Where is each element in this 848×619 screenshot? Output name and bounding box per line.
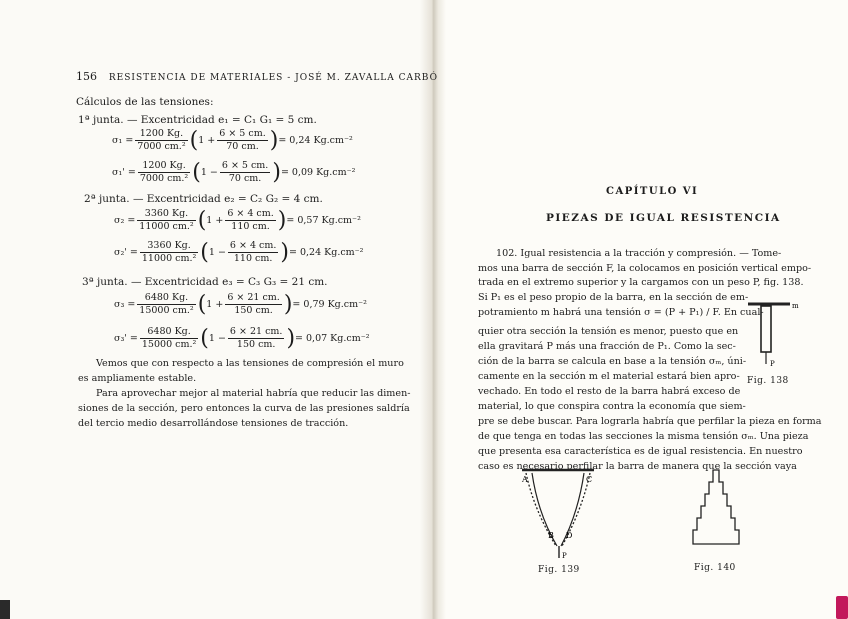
text-line: Para aprovechar mejor al material habría que reducir las dimen- xyxy=(96,388,411,399)
eq-sign: 1 − xyxy=(208,247,226,258)
eq-inner-num: 6 × 4 cm. xyxy=(227,208,274,219)
eq-sign: 1 − xyxy=(200,167,218,178)
text-line: caso es necesario perfilar la barra de manera que la sección vaya xyxy=(478,461,797,472)
text-line: del tercio medio desarrollándose tensiones de tracción. xyxy=(78,418,349,429)
figure-138 xyxy=(744,296,800,374)
fig139-label-p: P xyxy=(562,552,567,560)
eq-inner-num: 6 × 4 cm. xyxy=(229,240,277,251)
eq-sign: 1 + xyxy=(206,299,224,310)
text-line: trada en el extremo superior y la cargamos con un peso P, fig. 138. xyxy=(478,277,804,288)
fig139-label-c: C xyxy=(586,475,593,484)
eq-den: 15000 cm.² xyxy=(139,305,194,316)
eq-lhs: σ₂ = xyxy=(114,215,136,226)
page-edge-marker xyxy=(836,596,848,619)
text-line: es ampliamente estable. xyxy=(78,373,197,384)
joint-2-label: 2ª junta. — Excentricidad e₂ = C₂ G₂ = 4 cm. xyxy=(84,193,323,205)
figure-139 xyxy=(512,464,604,564)
fig138-label-p: P xyxy=(770,360,775,368)
fig139-label-d: D xyxy=(566,531,573,540)
eq-rhs: = 0,09 Kg.cm⁻² xyxy=(280,167,356,178)
text-line: camente en la sección m el material estará bien apro- xyxy=(478,371,740,382)
eq-lhs: σ₃ = xyxy=(114,299,136,310)
page-number: 156 xyxy=(76,70,97,83)
eq-lhs: σ₃' = xyxy=(114,333,138,344)
equation-row: σ₂' = $\frac{3360 Kg.}{\text{11000 cm.²}}$ ( 1 − $\frac{6 \times 4 cm.}{110 cm.}$ ) = 0,24 Kg.cm⁻² xyxy=(114,239,364,265)
text-line: potramiento m habrá una tensión σ = (P + P₁) / F. En cual- xyxy=(478,307,764,318)
eq-num: 3360 Kg. xyxy=(137,208,195,221)
eq-rhs: = 0,24 Kg.cm⁻² xyxy=(288,247,364,258)
eq-sign: 1 + xyxy=(198,135,216,146)
eq-rhs: = 0,79 Kg.cm⁻² xyxy=(292,299,367,310)
equation-row: σ₃' = $\frac{6480 Kg.}{\text{15000 cm.²}}$ ( 1 − $\frac{6 \times 21 cm.}{150 cm.}$ ) = 0,07 Kg.cm⁻² xyxy=(114,325,370,351)
text-line: ella gravitará P más una fracción de P₁. Como la sec- xyxy=(478,341,736,352)
eq-inner-num: 6 × 5 cm. xyxy=(221,160,269,171)
eq-den: 11000 cm.² xyxy=(139,221,194,232)
eq-den: 15000 cm.² xyxy=(141,339,197,350)
eq-num: 1200 Kg. xyxy=(138,160,190,173)
joint-1-label: 1ª junta. — Excentricidad e₁ = C₁ G₁ = 5 cm. xyxy=(78,114,317,126)
eq-num: 3360 Kg. xyxy=(140,240,198,253)
fig139-label-a: A xyxy=(522,475,528,484)
eq-num: 6480 Kg. xyxy=(140,326,198,339)
chapter-number: CAPÍTULO VI xyxy=(606,186,699,197)
equation-row: σ₁ = $\frac{1200 Kg.}{\text{7000 cm.²}}$ ( 1 + $\frac{6 \times 5 cm.}{70 cm.}$ ) = 0,24 Kg.cm⁻² xyxy=(112,127,353,153)
text-line: que presenta esa característica es de igual resistencia. En nuestro xyxy=(478,446,803,457)
text-line: Si P₁ es el peso propio de la barra, en la sección de em- xyxy=(478,292,749,303)
eq-inner-den: 70 cm. xyxy=(228,173,262,184)
joint-3-label: 3ª junta. — Excentricidad e₃ = C₃ G₃ = 21 cm. xyxy=(82,276,328,288)
eq-lhs: σ₁ = xyxy=(112,135,134,146)
fig138-label-m: m xyxy=(792,302,799,310)
fig139-outline xyxy=(532,473,584,546)
section-title: Cálculos de las tensiones: xyxy=(76,96,214,108)
equation-row: σ₃ = $\frac{6480 Kg.}{\text{15000 cm.²}}$ ( 1 + $\frac{6 \times 21 cm.}{150 cm.}$ ) = 0,79 Kg.cm⁻² xyxy=(114,291,367,317)
figure-140 xyxy=(686,466,746,550)
eq-den: 7000 cm.² xyxy=(139,173,189,184)
eq-den: 11000 cm.² xyxy=(141,253,197,264)
eq-num: 6480 Kg. xyxy=(137,292,195,305)
text-line: pre se debe buscar. Para lograrla habría que perfilar la pieza en forma xyxy=(478,416,822,427)
fig139-profile xyxy=(526,473,593,546)
page-edge-shadow xyxy=(0,600,10,619)
text-line: ción de la barra se calcula en base a la tensión σₘ, úni- xyxy=(478,356,747,367)
equation-row: σ₂ = $\frac{3360 Kg.}{\text{11000 cm.²}}$ ( 1 + $\frac{6 \times 4 cm.}{110 cm.}$ ) = 0,57 Kg.cm⁻² xyxy=(114,207,361,233)
eq-den: 7000 cm.² xyxy=(137,141,186,152)
eq-inner-den: 110 cm. xyxy=(233,253,273,264)
text-line: vechado. En todo el resto de la barra habrá exceso de xyxy=(478,386,741,397)
fig140-caption: Fig. 140 xyxy=(694,563,736,573)
eq-rhs: = 0,07 Kg.cm⁻² xyxy=(295,333,370,344)
eq-inner-num: 6 × 21 cm. xyxy=(229,326,283,337)
text-line: 102. Igual resistencia a la tracción y compresión. — Tome- xyxy=(496,248,782,259)
text-line: de que tenga en todas las secciones la misma tensión σₘ. Una pieza xyxy=(478,431,809,442)
running-head-text: RESISTENCIA DE MATERIALES - JOSÉ M. ZAVALLA CARBÓ xyxy=(108,73,438,83)
chapter-title: PIEZAS DE IGUAL RESISTENCIA xyxy=(546,212,781,224)
eq-sign: 1 − xyxy=(208,333,226,344)
eq-sign: 1 + xyxy=(206,215,224,226)
fig140-stepped-pier xyxy=(693,470,739,544)
eq-lhs: σ₂' = xyxy=(114,247,138,258)
fig138-caption: Fig. 138 xyxy=(747,376,789,386)
equation-row: σ₁' = $\frac{1200 Kg.}{\text{7000 cm.²}}$ ( 1 − $\frac{6 \times 5 cm.}{70 cm.}$ ) = 0,09 Kg.cm⁻² xyxy=(112,159,356,185)
text-line: siones de la sección, pero entonces la curva de las presiones saldría xyxy=(78,403,410,414)
book-gutter xyxy=(420,0,446,619)
eq-lhs: σ₁' = xyxy=(112,167,136,178)
fig139-caption: Fig. 139 xyxy=(538,565,580,575)
fig138-bar xyxy=(761,306,771,352)
text-line: quier otra sección la tensión es menor, puesto que en xyxy=(478,326,739,337)
eq-num: 1200 Kg. xyxy=(135,128,187,141)
eq-rhs: = 0,24 Kg.cm⁻² xyxy=(278,135,353,146)
eq-inner-den: 150 cm. xyxy=(234,305,273,316)
fig139-label-b: B xyxy=(548,531,554,540)
text-line: material, lo que conspira contra la economía que siem- xyxy=(478,401,746,412)
eq-inner-den: 110 cm. xyxy=(231,221,270,232)
eq-inner-num: 6 × 21 cm. xyxy=(227,292,280,303)
eq-rhs: = 0,57 Kg.cm⁻² xyxy=(286,215,361,226)
eq-inner-den: 70 cm. xyxy=(226,141,259,152)
eq-inner-den: 150 cm. xyxy=(236,339,276,350)
eq-inner-num: 6 × 5 cm. xyxy=(219,128,266,139)
running-header xyxy=(76,70,438,83)
text-line: mos una barra de sección F, la colocamos en posición vertical empo- xyxy=(478,263,812,274)
text-line: Vemos que con respecto a las tensiones de compresión el muro xyxy=(96,358,404,369)
